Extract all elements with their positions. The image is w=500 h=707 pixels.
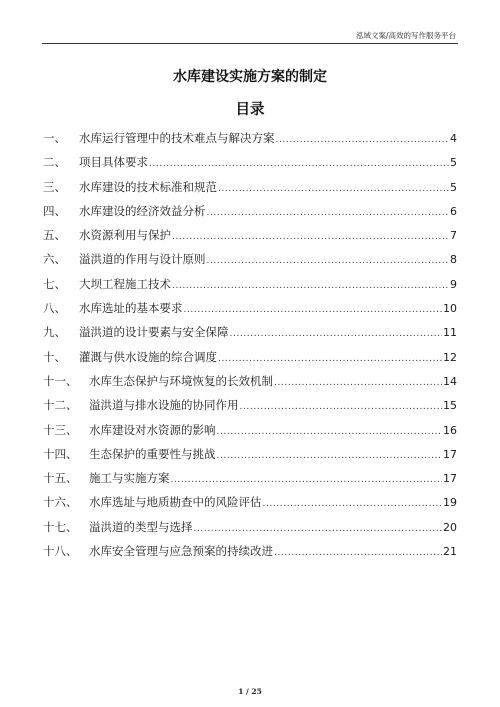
- toc-entry-title: 大坝工程施工技术: [79, 276, 171, 291]
- toc-entry[interactable]: [43, 199, 457, 223]
- document-title: 水库建设实施方案的制定: [173, 69, 327, 85]
- toc-entry[interactable]: [43, 272, 457, 296]
- toc-dot-leader: [149, 152, 449, 176]
- toc-entry-title: 水库生态保护与环境恢复的长效机制: [89, 373, 273, 388]
- toc-entry-title: 项目具体要求: [79, 155, 148, 170]
- toc-entry-number: 八、: [43, 301, 66, 316]
- toc-dot-leader: [172, 274, 449, 298]
- toc-entry-page: 21: [443, 545, 457, 559]
- toc-entry-page: 6: [450, 204, 457, 218]
- toc-entry[interactable]: [43, 320, 457, 344]
- toc-dot-leader: [184, 298, 443, 322]
- table-of-contents: [43, 126, 457, 563]
- toc-entry-title: 灌溉与供水设施的综合调度: [79, 349, 217, 364]
- toc-entry-title: 溢洪道的作用与设计原则: [79, 252, 206, 267]
- toc-entry[interactable]: [43, 539, 457, 563]
- toc-entry-page: 11: [443, 326, 457, 340]
- toc-entry[interactable]: [43, 393, 457, 417]
- toc-entry[interactable]: [43, 442, 457, 466]
- toc-entry-page: 14: [443, 374, 457, 388]
- toc-entry-page: 15: [443, 399, 457, 413]
- toc-entry-number: 十六、: [43, 495, 78, 510]
- toc-entry[interactable]: [43, 175, 457, 199]
- toc-entry-page: 7: [450, 229, 457, 243]
- toc-dot-leader: [240, 395, 443, 419]
- toc-entry-page: 8: [450, 253, 457, 267]
- toc-entry[interactable]: [43, 296, 457, 320]
- toc-entry-page: 5: [450, 180, 457, 194]
- toc-entry[interactable]: [43, 418, 457, 442]
- toc-dot-leader: [274, 541, 442, 565]
- toc-heading: 目录: [235, 102, 265, 118]
- toc-entry-title: 水库运行管理中的技术难点与解决方案: [79, 131, 275, 145]
- toc-entry-number: 七、: [43, 276, 66, 291]
- toc-entry[interactable]: [43, 223, 457, 247]
- toc-entry[interactable]: [43, 345, 457, 369]
- toc-dot-leader: [263, 492, 443, 516]
- toc-dot-leader: [171, 468, 443, 492]
- toc-entry-page: 4: [450, 132, 457, 145]
- toc-entry-title: 水库建设的经济效益分析: [79, 203, 206, 218]
- toc-dot-leader: [194, 517, 443, 541]
- toc-entry-title: 生态保护的重要性与挑战: [89, 446, 216, 461]
- toc-entry-title: 施工与实施方案: [89, 471, 170, 486]
- header-note: 泓域文案/高效的写作服务平台: [355, 31, 456, 40]
- toc-dot-leader: [274, 371, 442, 395]
- toc-entry-page: 17: [443, 447, 457, 461]
- toc-entry-number: 十三、: [43, 422, 78, 437]
- toc-entry[interactable]: [43, 369, 457, 393]
- toc-entry-title: 水库建设对水资源的影响: [89, 422, 216, 437]
- toc-entry-number: 十、: [43, 349, 66, 364]
- toc-entry-title: 水库安全管理与应急预案的持续改进: [89, 544, 273, 559]
- toc-entry-title: 水库建设的技术标准和规范: [79, 179, 217, 194]
- toc-entry-page: 16: [443, 423, 457, 437]
- toc-dot-leader: [172, 225, 449, 249]
- toc-entry-number: 十一、: [43, 373, 78, 388]
- toc-entry[interactable]: [43, 247, 457, 271]
- page-number: 1 / 25: [238, 687, 262, 696]
- toc-entry-number: 十四、: [43, 446, 78, 461]
- toc-entry-number: 六、: [43, 252, 66, 267]
- toc-entry-title: 溢洪道的类型与选择: [89, 519, 193, 534]
- toc-dot-leader: [218, 347, 442, 371]
- toc-dot-leader: [217, 444, 443, 468]
- toc-entry-page: 12: [443, 350, 457, 364]
- toc-entry-page: 20: [443, 520, 457, 534]
- toc-entry[interactable]: [43, 490, 457, 514]
- toc-entry[interactable]: [43, 466, 457, 490]
- header-divider: [42, 43, 458, 44]
- toc-entry-number: 四、: [43, 203, 66, 218]
- toc-entry-page: 19: [443, 496, 457, 510]
- toc-dot-leader: [218, 177, 449, 201]
- toc-entry-title: 水库选址的基本要求: [79, 301, 183, 316]
- toc-entry-page: 17: [443, 472, 457, 486]
- toc-dot-leader: [217, 420, 443, 444]
- toc-entry-number: 十二、: [43, 398, 78, 413]
- toc-entry-title: 水库选址与地质勘查中的风险评估: [89, 495, 262, 510]
- toc-dot-leader: [276, 128, 450, 152]
- toc-entry-number: 一、: [43, 131, 66, 145]
- toc-dot-leader: [207, 201, 450, 225]
- toc-entry-number: 三、: [43, 179, 66, 194]
- toc-entry[interactable]: [43, 126, 457, 150]
- toc-entry-number: 二、: [43, 155, 66, 170]
- toc-entry-page: 10: [443, 302, 457, 316]
- toc-entry-number: 十七、: [43, 519, 78, 534]
- toc-entry[interactable]: [43, 515, 457, 539]
- toc-entry-number: 十八、: [43, 544, 78, 559]
- toc-entry[interactable]: [43, 150, 457, 174]
- toc-entry-page: 9: [450, 277, 457, 291]
- toc-entry-title: 溢洪道与排水设施的协同作用: [89, 398, 239, 413]
- toc-entry-number: 五、: [43, 228, 66, 243]
- toc-entry-page: 5: [450, 156, 457, 170]
- toc-entry-number: 十五、: [43, 471, 78, 486]
- toc-dot-leader: [230, 322, 443, 346]
- toc-entry-title: 溢洪道的设计要素与安全保障: [79, 325, 229, 340]
- toc-dot-leader: [207, 249, 450, 273]
- toc-entry-number: 九、: [43, 325, 66, 340]
- toc-entry-title: 水资源利用与保护: [79, 228, 171, 243]
